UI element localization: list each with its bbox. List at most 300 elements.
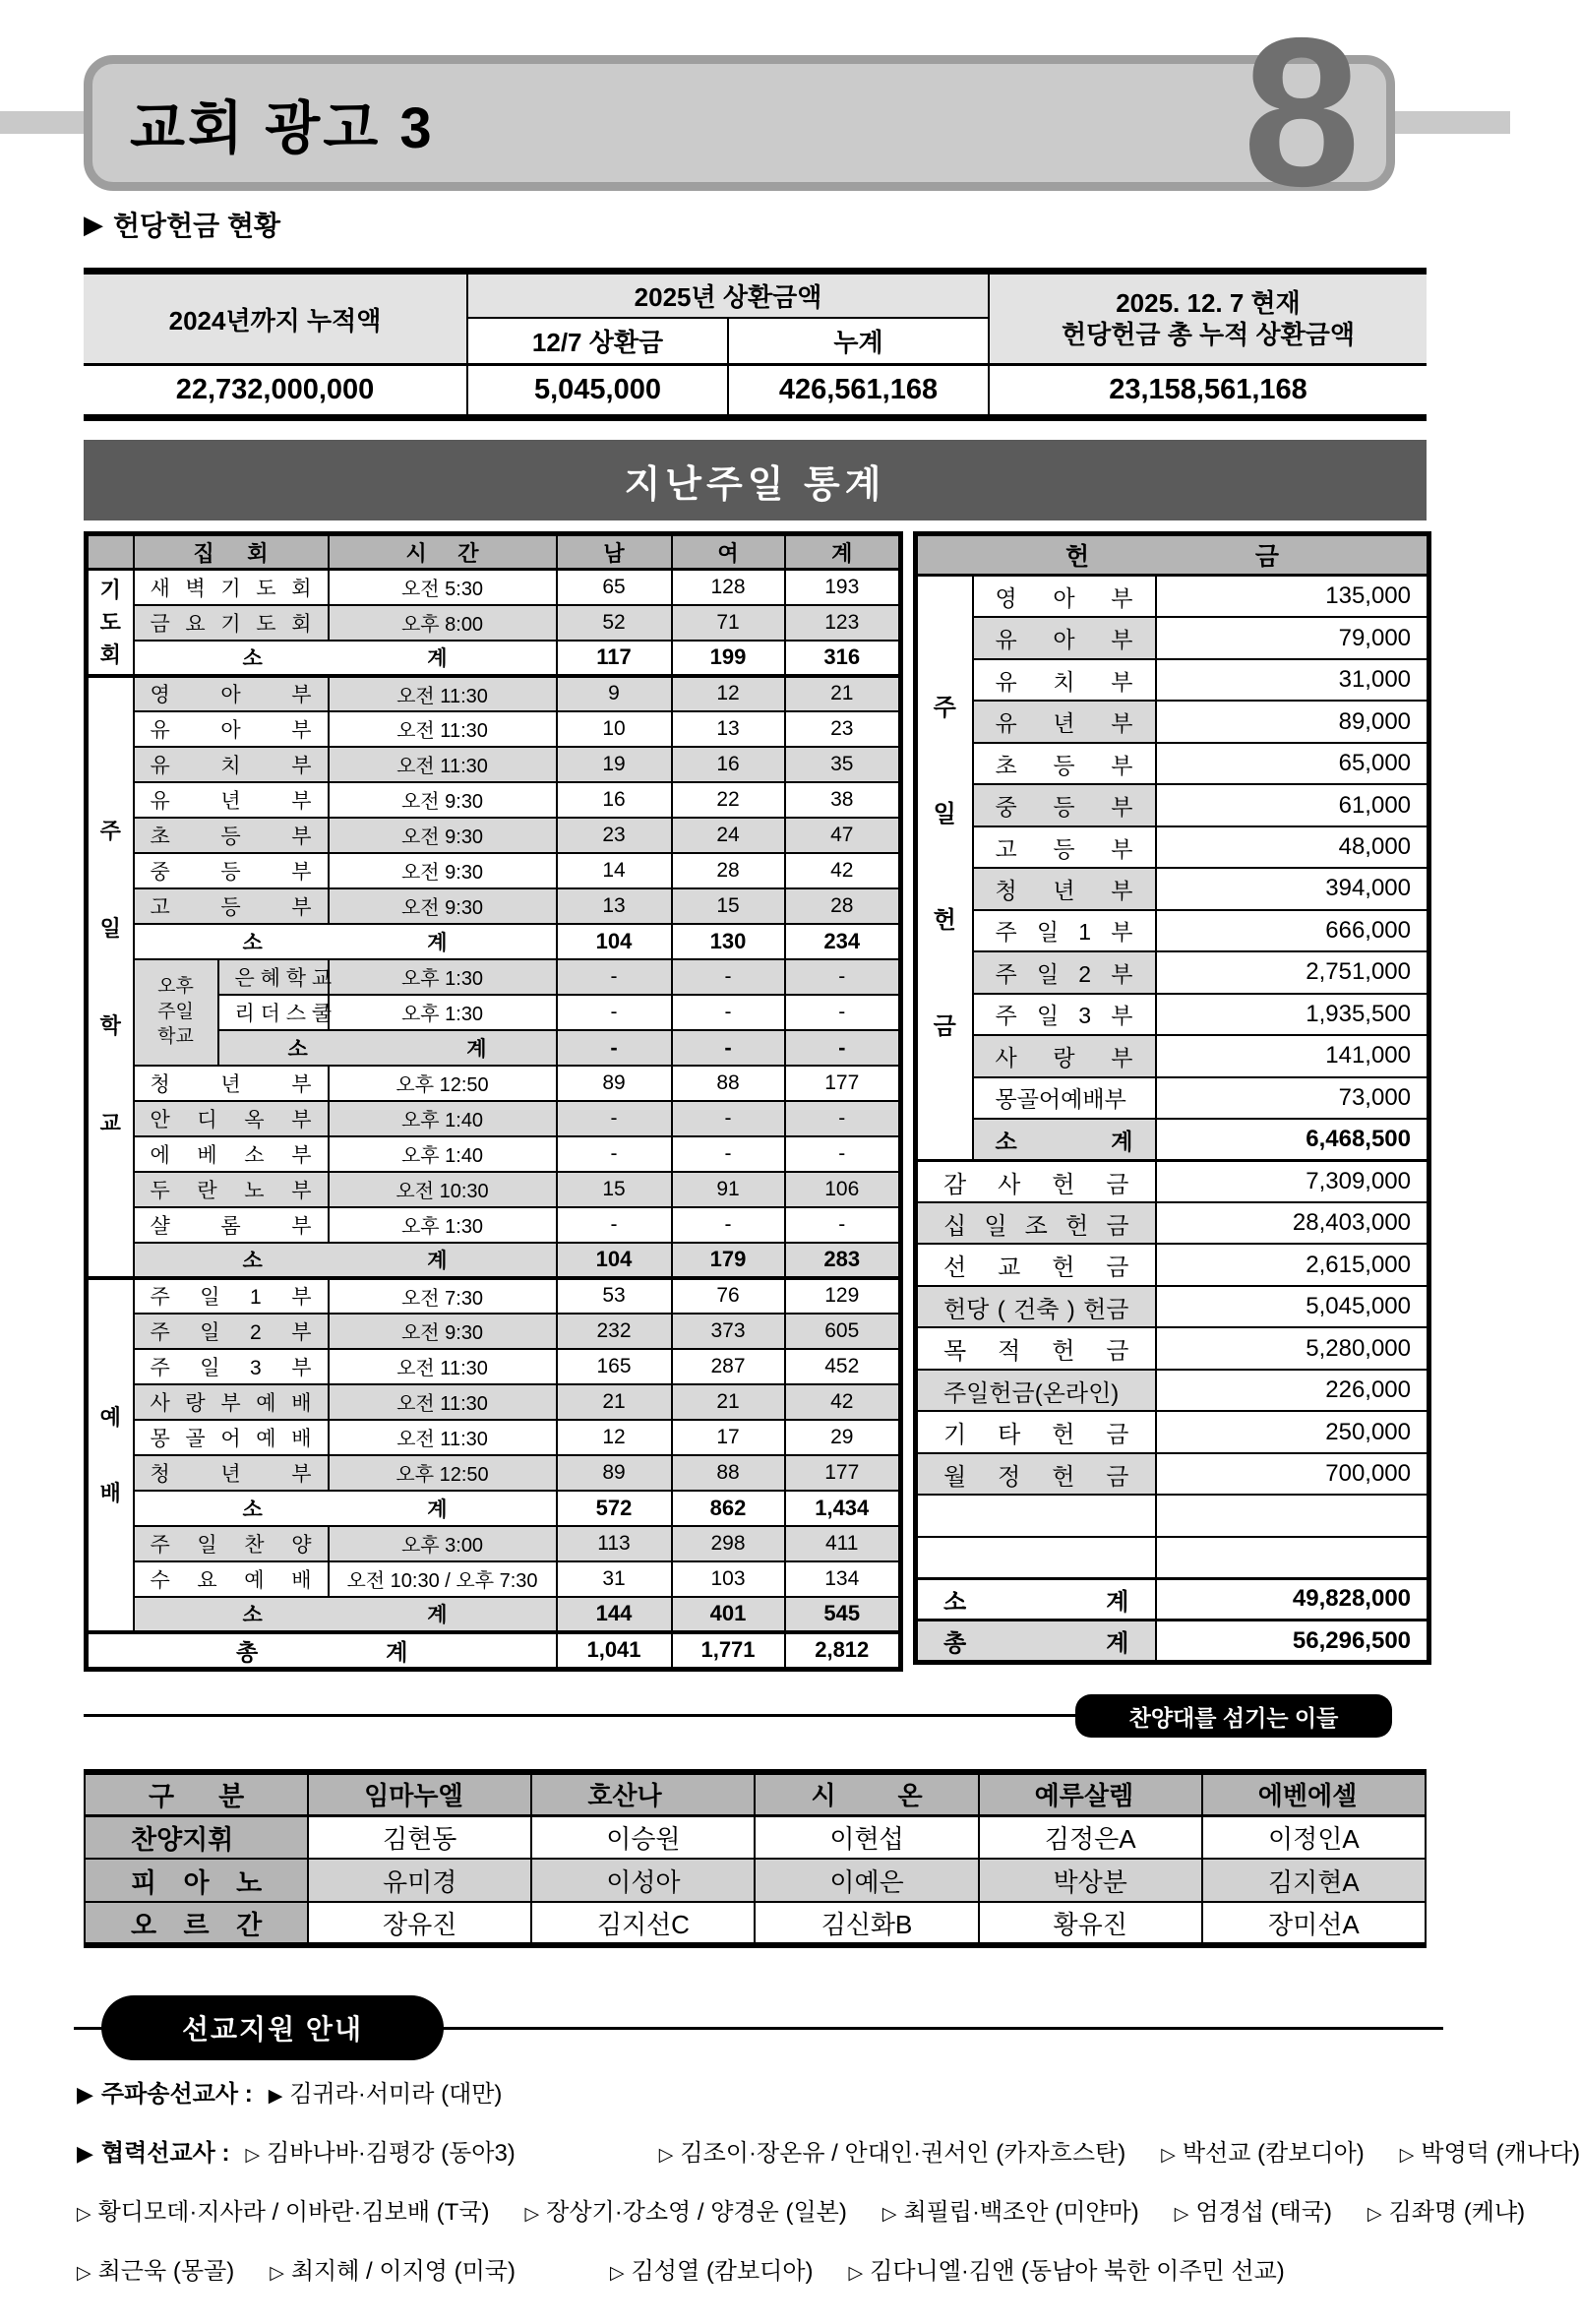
female-count-cell: 17 [672,1420,785,1455]
meeting-name-cell: 주 일 1 부 [134,1278,329,1314]
male-count-cell: 89 [557,1066,672,1101]
total-count-cell: 452 [785,1349,901,1384]
offering-row [916,659,1429,701]
total-count-cell: 38 [785,782,901,818]
meeting-time-cell: 오전 10:30 [329,1172,557,1207]
offering-row [916,1495,1429,1536]
attendance-row [87,1314,901,1349]
attendance-header-male: 남 [557,534,672,570]
total-count-cell: 23 [785,711,901,747]
meeting-name-cell: 영 아 부 [134,676,329,711]
total-count-cell: 106 [785,1172,901,1207]
total-count-cell: 2,812 [785,1632,901,1670]
meeting-time-cell: 오전 7:30 [329,1278,557,1314]
attendance-row [87,1349,901,1384]
dedication-col-current-line2: 헌당헌금 총 누적 상환금액 [1062,320,1355,349]
triangle-bullet-icon: ▶ [268,2086,283,2107]
male-count-cell: 104 [557,924,672,959]
female-count-cell: - [672,1207,785,1243]
meeting-name-cell: 주 일 찬 양 [134,1526,329,1561]
offering-name-cell: 월 정 헌 금 [916,1453,1156,1495]
missionary-item [525,2192,847,2227]
missionary-item [882,2192,1139,2227]
male-count-cell: 9 [557,676,672,711]
offering-row [916,1453,1429,1495]
female-count-cell: 128 [672,570,785,605]
meeting-name-cell: 사 랑 부 예 배 [134,1384,329,1420]
total-count-cell: 193 [785,570,901,605]
attendance-header-female: 여 [672,534,785,570]
attendance-row [87,1101,901,1136]
missionary-item [77,2251,234,2286]
male-count-cell: - [557,1207,672,1243]
dedication-value-cum: 426,561,168 [728,365,989,418]
offering-row [916,868,1429,909]
female-count-cell: - [672,1101,785,1136]
male-count-cell: 113 [557,1526,672,1561]
total-count-cell: 129 [785,1278,901,1314]
offering-value-cell: 226,000 [1156,1370,1429,1411]
offering-value-cell [1156,1537,1429,1578]
offering-row [916,951,1429,993]
missionary-item [246,2133,516,2168]
offering-name-cell: 주 일 3 부 [973,994,1156,1035]
offering-row [916,994,1429,1035]
offering-row [916,576,1429,617]
male-count-cell: - [557,1136,672,1172]
attendance-group-label: 기 도 회 [87,570,134,676]
meeting-time-cell: 오후 12:50 [329,1066,557,1101]
female-count-cell: 13 [672,711,785,747]
attendance-row [87,1207,901,1243]
offering-value-cell: 65,000 [1156,743,1429,784]
dedication-col-2025repay: 2025년 상환금액 [467,272,989,318]
open-triangle-bullet-icon: ▷ [524,2204,540,2225]
male-count-cell: 165 [557,1349,672,1384]
offering-value-cell: 6,468,500 [1156,1119,1429,1160]
meeting-time-cell: 오후 1:30 [329,1207,557,1243]
choir-column-header: 에벤에셀 [1202,1772,1426,1815]
offering-value-cell: 1,935,500 [1156,994,1429,1035]
meeting-time-cell: 오전 11:30 [329,676,557,711]
meeting-name-cell: 안 디 옥 부 [134,1101,329,1136]
choir-badge: 찬양대를 섬기는 이들 [1075,1694,1392,1738]
missionary-item [1161,2133,1365,2168]
attendance-row [87,1243,901,1278]
attendance-row [87,676,901,711]
offering-header-row [916,534,1429,576]
offering-value-cell: 250,000 [1156,1411,1429,1452]
male-count-cell: 19 [557,747,672,782]
male-count-cell: 23 [557,818,672,853]
choir-person-cell: 이정인A [1202,1815,1426,1859]
offering-name-cell: 소 계 [973,1119,1156,1160]
choir-role-label: 찬양지휘 [85,1815,308,1859]
meeting-time-cell: 오전 9:30 [329,818,557,853]
meeting-time-cell: 오전 10:30 / 오후 7:30 [329,1561,557,1597]
subtotal-label-cell: 소 계 [134,1491,557,1526]
female-count-cell: 88 [672,1066,785,1101]
open-triangle-bullet-icon: ▷ [1399,2145,1415,2166]
female-count-cell: 179 [672,1243,785,1278]
choir-person-cell: 장미선A [1202,1902,1426,1945]
meeting-time-cell: 오전 9:30 [329,888,557,924]
meeting-name-cell: 수 요 예 배 [134,1561,329,1597]
choir-column-header: 호산나 [531,1772,755,1815]
female-count-cell: 28 [672,853,785,888]
offering-value-cell: 135,000 [1156,576,1429,617]
missionary-text: 황디모데·지사라 / 이바란·김보배 (T국) [97,2199,490,2226]
offering-value-cell: 141,000 [1156,1035,1429,1076]
male-count-cell: 232 [557,1314,672,1349]
female-count-cell: - [672,1136,785,1172]
choir-role-label: 오 르 간 [85,1902,308,1945]
attendance-row [87,605,901,641]
male-count-cell: 21 [557,1384,672,1420]
meeting-name-cell: 유 년 부 [134,782,329,818]
offering-value-cell [1156,1495,1429,1536]
meeting-name-cell: 중 등 부 [134,853,329,888]
choir-person-cell: 김신화B [755,1902,978,1945]
missionary-item [270,2251,516,2286]
female-count-cell: 22 [672,782,785,818]
attendance-group-label: 주 일 학 교 [87,676,134,1278]
female-count-cell: 21 [672,1384,785,1420]
male-count-cell: 65 [557,570,672,605]
offering-name-cell: 목 적 헌 금 [916,1327,1156,1369]
missionary-text: 최지혜 / 이지영 (미국) [290,2258,516,2285]
attendance-header-time: 시 간 [329,534,557,570]
choir-corner-header: 구 분 [85,1772,308,1815]
attendance-row [87,959,901,995]
meeting-time-cell: 오전 9:30 [329,853,557,888]
page-number: 8 [1243,0,1361,230]
female-count-cell: 15 [672,888,785,924]
meeting-name-cell: 샬 롬 부 [134,1207,329,1243]
missionary-text: 김조이·장온유 / 안대인·권서인 (카자흐스탄) [680,2140,1126,2167]
attendance-row [87,1066,901,1101]
meeting-time-cell: 오후 1:40 [329,1101,557,1136]
offering-row [916,1370,1429,1411]
total-count-cell: 123 [785,605,901,641]
meeting-time-cell: 오전 9:30 [329,1314,557,1349]
meeting-name-cell: 유 치 부 [134,747,329,782]
male-count-cell: 13 [557,888,672,924]
dedication-col-current [989,272,1427,365]
mission-lines [77,2074,1580,2286]
attendance-row [87,782,901,818]
offering-name-cell: 유 년 부 [973,701,1156,742]
male-count-cell: 52 [557,605,672,641]
page-title: 교회 광고 3 [130,96,435,160]
subtotal-label-cell: 소 계 [218,1030,557,1066]
open-triangle-bullet-icon: ▷ [77,2263,91,2284]
total-count-cell: 42 [785,853,901,888]
missionary-text: 최필립·백조안 (미얀마) [903,2199,1139,2226]
missionary-item [610,2251,814,2286]
offering-row [916,826,1429,868]
offering-name-cell: 청 년 부 [973,868,1156,909]
offering-value-cell: 5,045,000 [1156,1286,1429,1327]
open-triangle-bullet-icon: ▷ [1367,2204,1382,2225]
missionary-item [1367,2192,1525,2227]
male-count-cell: 1,041 [557,1632,672,1670]
missionary-text: 최근욱 (몽골) [97,2258,235,2285]
meeting-name-cell: 몽 골 어 예 배 [134,1420,329,1455]
attendance-row [87,1491,901,1526]
open-triangle-bullet-icon: ▷ [609,2263,625,2284]
female-count-cell: 199 [672,641,785,676]
male-count-cell: 14 [557,853,672,888]
female-count-cell: 71 [672,605,785,641]
offering-value-cell: 2,615,000 [1156,1244,1429,1285]
total-count-cell: 1,434 [785,1491,901,1526]
offering-row [916,1578,1429,1620]
female-count-cell: 401 [672,1597,785,1632]
total-count-cell: 316 [785,641,901,676]
female-count-cell: 24 [672,818,785,853]
offering-row [916,1537,1429,1578]
offering-row [916,701,1429,742]
meeting-name-cell: 주 일 2 부 [134,1314,329,1349]
triangle-bullet-icon: ▶ [77,2082,93,2107]
open-triangle-bullet-icon: ▷ [848,2263,864,2284]
offering-value-cell: 89,000 [1156,701,1429,742]
meeting-name-cell: 주 일 3 부 [134,1349,329,1384]
total-count-cell: - [785,959,901,995]
male-count-cell: 12 [557,1420,672,1455]
total-count-cell: - [785,1207,901,1243]
female-count-cell: 91 [672,1172,785,1207]
offering-value-cell: 7,309,000 [1156,1161,1429,1202]
total-count-cell: 283 [785,1243,901,1278]
meeting-time-cell: 오후 1:40 [329,1136,557,1172]
choir-column-header: 임마누엘 [308,1772,531,1815]
female-count-cell: 373 [672,1314,785,1349]
attendance-row [87,1384,901,1420]
offering-name-cell: 주일헌금(온라인) [916,1370,1156,1411]
weekly-stats-band: 지난주일 통계 [84,440,1427,520]
attendance-row [87,1420,901,1455]
offering-row [916,1244,1429,1285]
subtotal-label-cell: 소 계 [134,924,557,959]
subtotal-label-cell: 소 계 [134,1597,557,1632]
choir-row [85,1902,1426,1945]
choir-row [85,1859,1426,1902]
offering-header: 헌 금 [916,534,1429,576]
meeting-time-cell: 오전 11:30 [329,1420,557,1455]
meeting-time-cell: 오후 1:30 [329,959,557,995]
dedication-value-accum2024: 22,732,000,000 [84,365,467,418]
missionary-text: 김귀라·서미라 (대만) [289,2081,503,2108]
choir-person-cell: 장유진 [308,1902,531,1945]
choir-column-header: 시 온 [755,1772,978,1815]
total-count-cell: 411 [785,1526,901,1561]
meeting-time-cell: 오전 5:30 [329,570,557,605]
offering-row [916,1202,1429,1244]
dedication-section-label [84,205,280,244]
male-count-cell: 89 [557,1455,672,1491]
grand-total-label-cell: 총 계 [87,1632,557,1670]
dedication-col-accum2024: 2024년까지 누적액 [84,272,467,365]
offering-name-cell: 몽골어예배부 [973,1077,1156,1119]
offering-value-cell: 79,000 [1156,617,1429,658]
offering-row [916,1286,1429,1327]
attendance-row [87,1597,901,1632]
choir-person-cell: 김지선C [531,1902,755,1945]
offering-row [916,1411,1429,1452]
choir-person-cell: 박상분 [979,1859,1202,1902]
choir-person-cell: 이현섭 [755,1815,978,1859]
attendance-header-meeting: 집 회 [134,534,329,570]
triangle-bullet-icon: ▶ [84,209,103,239]
choir-person-cell: 김지현A [1202,1859,1426,1902]
total-count-cell: 47 [785,818,901,853]
mission-line-label [77,2133,230,2168]
meeting-time-cell: 오전 11:30 [329,1349,557,1384]
female-count-cell: 12 [672,676,785,711]
total-count-cell: 21 [785,676,901,711]
dedication-value-total: 23,158,561,168 [989,365,1427,418]
meeting-name-cell: 청 년 부 [134,1066,329,1101]
male-count-cell: - [557,995,672,1030]
female-count-cell: 103 [672,1561,785,1597]
offering-row [916,910,1429,951]
meeting-name-cell: 초 등 부 [134,818,329,853]
missionary-text: 장상기·강소영 / 양경운 (일본) [546,2199,847,2226]
offering-name-cell [916,1495,1156,1536]
mission-line [77,2074,1484,2109]
offering-row [916,1077,1429,1119]
choir-header-row [85,1772,1426,1815]
mission-line [77,2251,1484,2286]
dedication-col-current-line1: 2025. 12. 7 현재 [1116,287,1301,318]
dedication-section-title: 헌당헌금 현황 [113,211,281,241]
missionary-text: 김성열 (캄보디아) [631,2258,814,2285]
female-count-cell: 287 [672,1349,785,1384]
attendance-row [87,853,901,888]
offering-name-cell: 헌당 ( 건축 ) 헌금 [916,1286,1156,1327]
offering-value-cell: 48,000 [1156,826,1429,868]
offering-name-cell: 기 타 헌 금 [916,1411,1156,1452]
total-count-cell: 29 [785,1420,901,1455]
open-triangle-bullet-icon: ▷ [77,2204,91,2225]
offering-row [916,1035,1429,1076]
open-triangle-bullet-icon: ▷ [1174,2204,1189,2225]
choir-person-cell: 유미경 [308,1859,531,1902]
male-count-cell: 16 [557,782,672,818]
female-count-cell: 16 [672,747,785,782]
mission-badge: 선교지원 안내 [101,1995,444,2060]
offering-row [916,1621,1429,1663]
missionary-item [269,2074,503,2109]
offering-name-cell: 주 일 1 부 [973,910,1156,951]
mission-line-label [77,2074,253,2109]
attendance-row [87,711,901,747]
attendance-row [87,1526,901,1561]
meeting-name-cell: 고 등 부 [134,888,329,924]
offering-name-cell: 중 등 부 [973,784,1156,826]
total-count-cell: - [785,1136,901,1172]
missionary-item [1400,2133,1580,2168]
female-count-cell: 1,771 [672,1632,785,1670]
total-count-cell: 28 [785,888,901,924]
total-count-cell: 134 [785,1561,901,1597]
offering-name-cell [916,1537,1156,1578]
offering-name-cell: 고 등 부 [973,826,1156,868]
dedication-subcol-day: 12/7 상환금 [467,318,728,365]
female-count-cell: 862 [672,1491,785,1526]
offering-row [916,784,1429,826]
meeting-name-cell: 유 아 부 [134,711,329,747]
subtotal-label-cell: 소 계 [134,641,557,676]
offering-value-cell: 61,000 [1156,784,1429,826]
attendance-row [87,747,901,782]
female-count-cell: - [672,1030,785,1066]
attendance-row [87,888,901,924]
total-count-cell: - [785,1030,901,1066]
offering-value-cell: 394,000 [1156,868,1429,909]
meeting-name-cell: 은 혜 학 교 [218,959,329,995]
meeting-name-cell: 두 란 노 부 [134,1172,329,1207]
attendance-header-row [87,534,901,570]
offering-value-cell: 2,751,000 [1156,951,1429,993]
meeting-time-cell: 오전 11:30 [329,1384,557,1420]
total-count-cell: 605 [785,1314,901,1349]
choir-person-cell: 이예은 [755,1859,978,1902]
offering-value-cell: 5,280,000 [1156,1327,1429,1369]
female-count-cell: - [672,959,785,995]
missionary-item [849,2251,1285,2286]
subtotal-label-cell: 소 계 [134,1243,557,1278]
choir-person-cell: 황유진 [979,1902,1202,1945]
attendance-row [87,1632,901,1670]
choir-column-header: 예루살렘 [979,1772,1202,1815]
attendance-header-total: 계 [785,534,901,570]
meeting-name-cell: 에 베 소 부 [134,1136,329,1172]
choir-row [85,1815,1426,1859]
mission-line-label-text: 협력선교사 : [100,2140,230,2167]
offering-value-cell: 56,296,500 [1156,1621,1429,1663]
male-count-cell: 104 [557,1243,672,1278]
offering-value-cell: 666,000 [1156,910,1429,951]
offering-name-cell: 영 아 부 [973,576,1156,617]
offering-name-cell: 총 계 [916,1621,1156,1663]
male-count-cell: - [557,1030,672,1066]
male-count-cell: 117 [557,641,672,676]
attendance-row [87,924,901,959]
mission-line-label-text: 주파송선교사 : [100,2081,253,2108]
attendance-row [87,1561,901,1597]
offering-name-cell: 선 교 헌 금 [916,1244,1156,1285]
open-triangle-bullet-icon: ▷ [270,2263,284,2284]
male-count-cell: 31 [557,1561,672,1597]
offering-name-cell: 유 아 부 [973,617,1156,658]
offering-value-cell: 73,000 [1156,1077,1429,1119]
attendance-group-label: 예 배 [87,1278,134,1632]
offering-value-cell: 31,000 [1156,659,1429,701]
missionary-item [659,2133,1125,2168]
meeting-time-cell: 오전 9:30 [329,782,557,818]
offering-row [916,1161,1429,1202]
afternoon-school-group-label: 오후 주일 학교 [134,959,218,1066]
total-count-cell: 177 [785,1455,901,1491]
attendance-row [87,1278,901,1314]
meeting-time-cell: 오후 12:50 [329,1455,557,1491]
meeting-name-cell: 청 년 부 [134,1455,329,1491]
mission-line [77,2133,1580,2168]
male-count-cell: 572 [557,1491,672,1526]
